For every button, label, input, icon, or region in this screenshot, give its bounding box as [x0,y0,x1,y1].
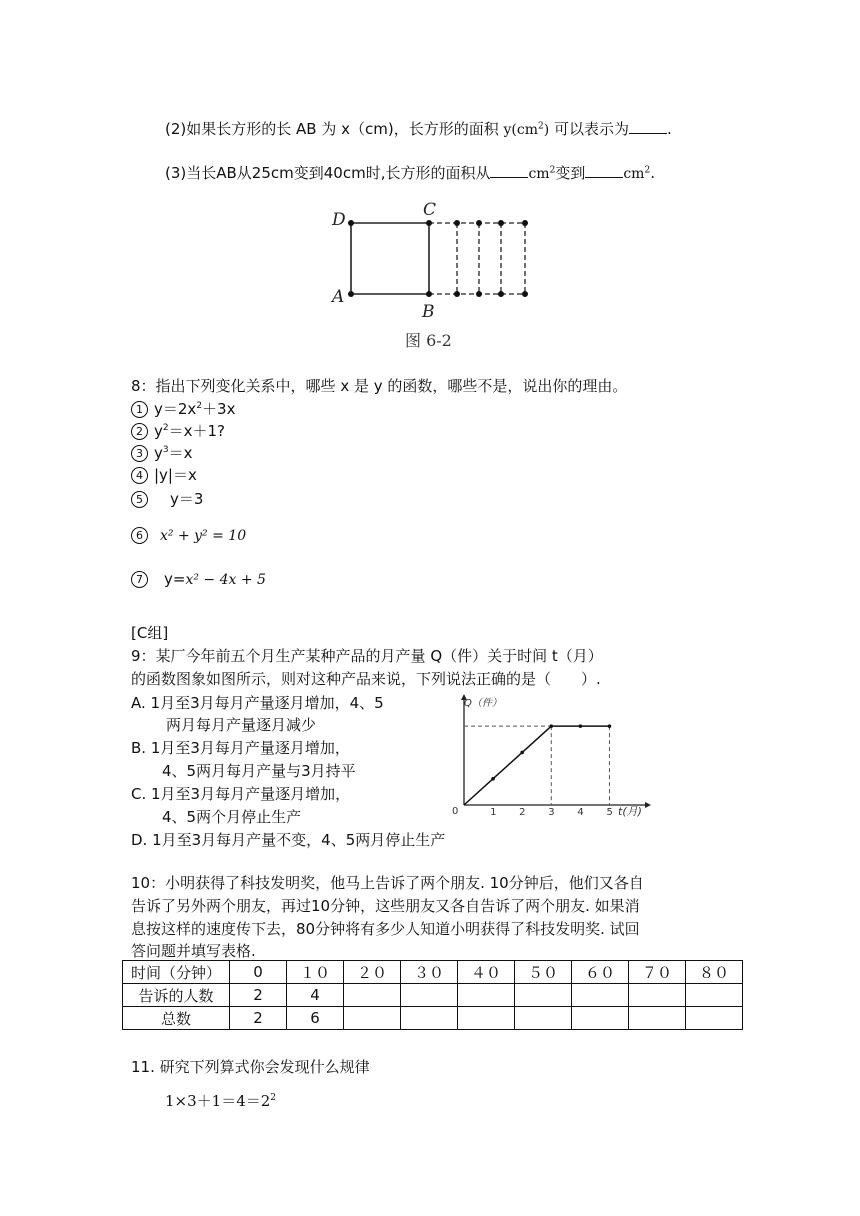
table-cell: ６０ [572,961,629,984]
extension-lines [429,223,525,294]
table-cell [629,984,686,1007]
answer-blank [490,163,528,178]
label-D: D [332,210,346,230]
table-cell: ８０ [686,961,743,984]
origin-label: 0 [452,806,459,817]
q9-option-d: D. 1月至3月每月产量不变，4、5两月停止生产 [131,831,446,849]
data-point [608,724,612,728]
item-number: 5 [131,491,148,508]
table-cell [344,1007,401,1030]
q8-item-1: 1 $y=2x^2+3x$ [131,398,235,420]
table-row [123,984,743,1007]
data-point [579,724,583,728]
area-symbol: $y(cm^2)$ [503,121,550,138]
table-cell: 告诉的人数 [123,984,230,1007]
table-cell: ２０ [344,961,401,984]
table-cell: ４０ [458,961,515,984]
figure-caption: 图 6-2 [405,331,452,350]
q9-option-b-line2: 4、5两月每月产量与3月持平 [162,762,356,780]
table-cell: ３０ [401,961,458,984]
unit: $cm^2$ [623,165,651,182]
q8-item-3: 3 $y^3=x$ [131,442,193,464]
q7-part2 [165,118,672,141]
q9-option-a-line2: 两月每月产量逐月减少 [166,716,317,734]
q8-item-5: 5 y＝3 [131,488,203,510]
table-cell: 4 [287,984,344,1007]
table-row [123,1007,743,1030]
q7-part3-text: (3)当长AB从25cm变到40cm时,长方形的面积从 [165,164,491,182]
q8-item-4: 4 |y|＝x [131,464,197,486]
x-tick-label: 5 [606,807,613,818]
table-cell: ５０ [515,961,572,984]
q7-part2-text-b: 可以表示为 [553,120,629,138]
table-cell: 2 [230,984,287,1007]
x-axis-label: t(月) [618,805,642,818]
q8-title: 8：指出下列变化关系中，哪些 x 是 y 的函数，哪些不是，说出你的理由。 [131,377,628,395]
table-cell: 0 [230,961,287,984]
table-cell: １０ [287,961,344,984]
table-cell: 总数 [123,1007,230,1030]
q9-line1: 9：某厂今年前五个月生产某种产品的月产量 Q（件）关于时间 t（月） [131,647,603,665]
item-number: 2 [131,423,148,440]
q9-option-a-line1: A. 1月至3月每月产量逐月增加，4、5 [131,694,384,712]
item-number: 7 [131,571,148,588]
x-tick-label: 2 [519,807,526,818]
table-cell [515,984,572,1007]
table-cell [572,1007,629,1030]
unit: $cm^2$ [528,165,556,182]
x-tick-label: 1 [490,807,497,818]
table-cell [401,984,458,1007]
item-number: 4 [131,467,148,484]
data-point [549,724,553,728]
table-cell [515,1007,572,1030]
series-line [464,726,609,805]
label-C: C [423,200,437,220]
q10-line4: 答问题并填写表格. [131,942,256,960]
item-number: 1 [131,401,148,418]
q8-item-7: 7 y=x² − 4x + 5 [131,568,266,591]
x-tick-label: 4 [577,807,584,818]
q8-item-6: 6 x² + y² = 10 [131,524,246,547]
q7-part2-text: (2)如果长方形的长 AB 为 x（cm)，长方形的面积 [165,120,499,138]
q8-item-2: 2 $y^2=x+1$? [131,420,225,442]
table-cell [458,1007,515,1030]
period: . [650,164,655,182]
data-point [520,751,524,755]
q10-line1: 10：小明获得了科技发明奖，他马上告诉了两个朋友. 10分钟后，他们又各自 [131,874,644,892]
q11-title: 11. 研究下列算式你会发现什么规律 [131,1058,370,1076]
table-cell: ７０ [629,961,686,984]
label-A: A [332,287,345,307]
table-cell [686,984,743,1007]
table-cell [344,984,401,1007]
figure-6-2 [320,196,550,356]
answer-blank [629,119,667,134]
y-axis-label: Q（件） [464,698,502,709]
table-cell [572,984,629,1007]
table-cell: 6 [287,1007,344,1030]
table-cell [401,1007,458,1030]
table-cell [686,1007,743,1030]
table-row [123,961,743,984]
q7-part3 [165,162,655,185]
period: . [666,120,672,138]
q10-table [122,960,743,1030]
x-tick-label: 3 [548,807,555,818]
x-axis-arrow [645,802,651,808]
q9-line2: 的函数图象如图所示，则对这种产品来说，下列说法正确的是（ ）. [131,670,601,688]
data-point [491,777,495,781]
q9-option-c-line1: C. 1月至3月每月产量逐月增加， [131,785,351,803]
answer-blank [585,163,623,178]
q9-chart [440,690,655,825]
q9-option-c-line2: 4、5两个月停止生产 [162,808,302,826]
group-c-heading: [C组] [131,624,169,642]
table-cell [629,1007,686,1030]
table-cell: 2 [230,1007,287,1030]
item-number: 6 [131,527,148,544]
item-number: 3 [131,445,148,462]
table-cell [458,984,515,1007]
q10-line2: 告诉了另外两个朋友，再过10分钟，这些朋友又各自告诉了两个朋友. 如果消 [131,897,640,915]
q11-formula: $1\times 3+1=4=2^2$ [165,1092,277,1110]
q9-option-b-line1: B. 1月至3月每月产量逐月增加， [131,739,350,757]
q10-line3: 息按这样的速度传下去，80分钟将有多少人知道小明获得了科技发明奖. 试回 [131,920,640,938]
label-B: B [422,302,435,322]
q7-part3-mid: 变到 [555,164,586,182]
table-cell: 时间（分钟） [123,961,230,984]
